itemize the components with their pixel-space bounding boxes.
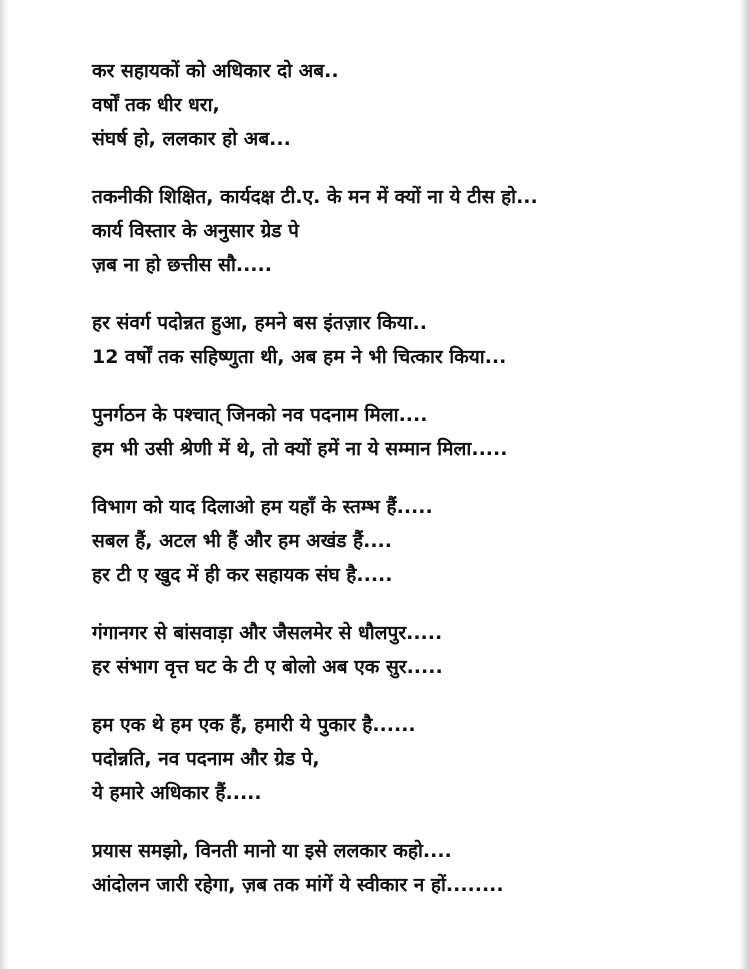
poem-line: तकनीकी शिक्षित, कार्यदक्ष टी.ए. के मन में क्यों ना ये टीस हो... <box>92 186 538 208</box>
poem-line: हम भी उसी श्रेणी में थे, तो क्यों हमें ना ये सम्मान मिला..... <box>92 438 508 460</box>
stanza-7 <box>92 708 722 810</box>
poem-line: वर्षों तक धीर धरा, <box>92 94 220 116</box>
poem-line: विभाग को याद दिलाओ हम यहाँ के स्तम्भ हैं..... <box>92 496 433 518</box>
page-shadow-right <box>739 0 749 969</box>
stanza-5 <box>92 490 722 592</box>
stanza-4 <box>92 398 722 466</box>
poem-line: संघर्ष हो, ललकार हो अब... <box>92 128 291 150</box>
poem-line: कार्य विस्तार के अनुसार ग्रेड पे <box>92 220 299 242</box>
poem-line: ये हमारे अधिकार हैं..... <box>92 782 262 804</box>
poem-line: हर टी ए खुद में ही कर सहायक संघ है..... <box>92 564 393 586</box>
poem-line: हम एक थे हम एक हैं, हमारी ये पुकार है...... <box>92 714 416 736</box>
poem-body <box>92 54 722 926</box>
poem-line: पुनर्गठन के पश्चात् जिनको नव पदनाम मिला.... <box>92 404 428 426</box>
stanza-3 <box>92 306 722 374</box>
poem-line: हर संवर्ग पदोन्नत हुआ, हमने बस इंतज़ार किया.. <box>92 312 427 334</box>
poem-line: प्रयास समझो, विनती मानो या इसे ललकार कहो.... <box>92 840 452 862</box>
stanza-2 <box>92 180 722 282</box>
page-shadow-left <box>0 0 9 969</box>
poem-line: 12 वर्षों तक सहिष्णुता थी, अब हम ने भी चित्कार किया... <box>92 346 507 368</box>
stanza-1 <box>92 54 722 156</box>
poem-line: पदोन्नति, नव पदनाम और ग्रेड पे, <box>92 748 320 770</box>
poem-line: गंगानगर से बांसवाड़ा और जैसलमेर से धौलपुर..... <box>92 622 443 644</box>
poem-line: ज़ब ना हो छत्तीस सौ..... <box>92 254 272 276</box>
poem-line: सबल हैं, अटल भी हैं और हम अखंड हैं.... <box>92 530 392 552</box>
stanza-8 <box>92 834 722 902</box>
poem-line: कर सहायकों को अधिकार दो अब.. <box>92 60 339 82</box>
poem-line: आंदोलन जारी रहेगा, ज़ब तक मांगें ये स्वीकार न हों........ <box>92 874 504 896</box>
stanza-6 <box>92 616 722 684</box>
poem-line: हर संभाग वृत्त घट के टी ए बोलो अब एक सुर..... <box>92 656 443 678</box>
